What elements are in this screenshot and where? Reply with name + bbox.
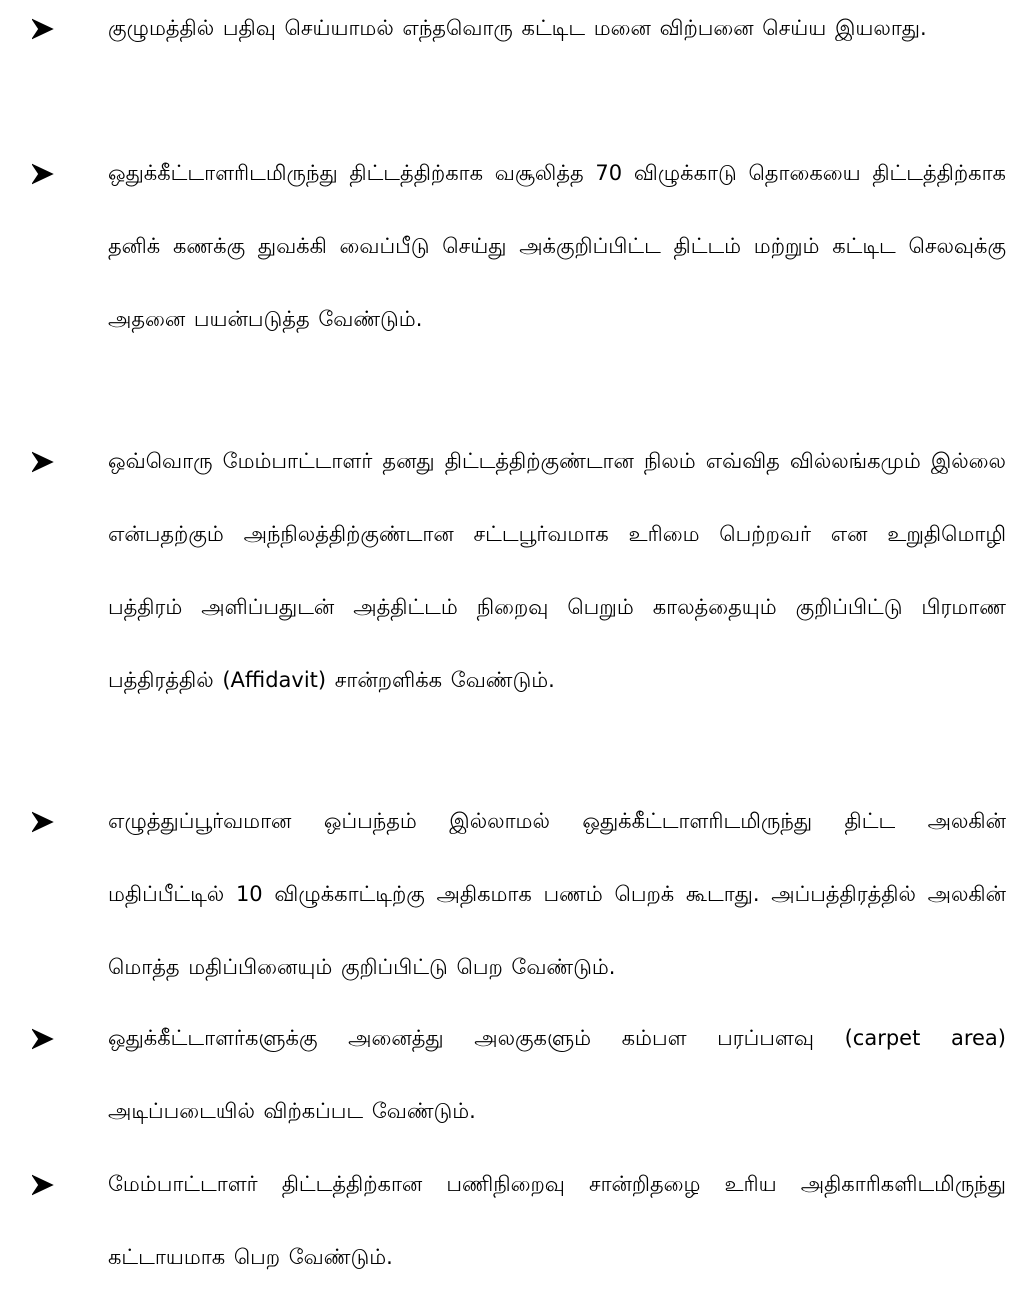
bullet-paragraph: ஒதுக்கீட்டாளர்களுக்கு அனைத்து அலகுகளும் கம்பள பரப்பளவு (carpet area) அடிப்படையில் விற்கப்பட வேண்டும்.	[108, 1026, 1006, 1123]
arrowhead-bullet-icon	[32, 807, 54, 837]
bullet-paragraph: குழுமத்தில் பதிவு செய்யாமல் எந்தவொரு கட்டிட மனை விற்பனை செய்ய இயலாது.	[108, 16, 927, 40]
bullet-paragraph: எழுத்துப்பூர்வமான ஒப்பந்தம் இல்லாமல் ஒதுக்கீட்டாளரிடமிருந்து திட்ட அலகின் மதிப்பீட்டில் 10 விழுக்காட்டிற்கு அதிகமாக பணம் பெறக் கூடாது. அப்பத்திரத்தில் அலகின் மொத்த மதிப்பினையும் குறிப்பிட்டு பெற வேண்டும்.	[108, 809, 1006, 979]
arrowhead-bullet-icon	[32, 1024, 54, 1054]
arrowhead-bullet-icon	[32, 1170, 54, 1200]
bullet-paragraph: ஒதுக்கீட்டாளரிடமிருந்து திட்டத்திற்காக வசூலித்த 70 விழுக்காடு தொகையை திட்டத்திற்காக தனிக் கணக்கு துவக்கி வைப்பீடு செய்து அக்குறிப்பிட்ட திட்டம் மற்றும் கட்டிட செலவுக்கு அதனை பயன்படுத்த வேண்டும்.	[108, 161, 1006, 331]
arrowhead-bullet-icon	[32, 447, 54, 477]
bullet-paragraph: ஒவ்வொரு மேம்பாட்டாளர் தனது திட்டத்திற்குண்டான நிலம் எவ்வித வில்லங்கமும் இல்லை என்பதற்கும் அந்நிலத்திற்குண்டான சட்டபூர்வமாக உரிமை பெற்றவர் என உறுதிமொழி பத்திரம் அளிப்பதுடன் அத்திட்டம் நிறைவு பெறும் காலத்தையும் குறிப்பிட்டு பிரமாண பத்திரத்தில் (Affidavit) சான்றளிக்க வேண்டும்.	[108, 449, 1006, 692]
bullet-paragraph: மேம்பாட்டாளர் திட்டத்திற்கான பணிநிறைவு சான்றிதழை உரிய அதிகாரிகளிடமிருந்து கட்டாயமாக பெற வேண்டும்.	[108, 1172, 1006, 1269]
arrowhead-bullet-icon	[32, 14, 54, 44]
arrowhead-bullet-icon	[32, 159, 54, 189]
